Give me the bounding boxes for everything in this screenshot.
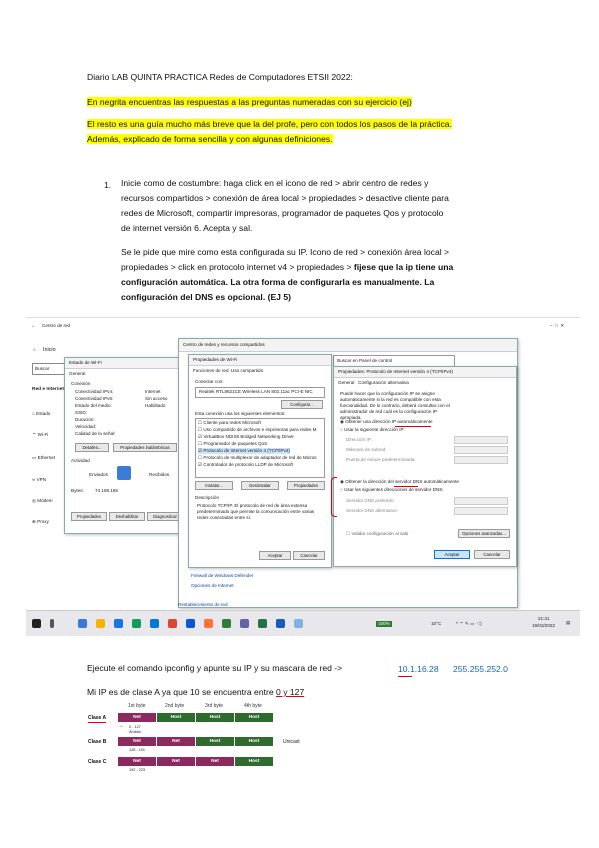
link-internet-options[interactable]: Opciones de Internet — [191, 583, 234, 588]
component-checkbox[interactable]: ☐ Programador de paquetes QoS — [198, 441, 268, 446]
status-row-label: Duración: — [75, 417, 95, 422]
list-item-1-line: recursos compartidos > conexión de área local > propiedades > desactive cliente para — [121, 193, 449, 203]
range-note-label: Ámbito — [129, 730, 141, 734]
teams-icon[interactable] — [240, 619, 249, 628]
components-list — [195, 418, 325, 478]
status-row-label: Calidad de la señal: — [75, 431, 116, 436]
radio-ip-manual[interactable]: ○ Usar la siguiente dirección IP: — [340, 427, 405, 432]
start-icon[interactable] — [32, 619, 41, 628]
component-checkbox[interactable]: ☐ Cliente para redes Microsoft — [198, 420, 261, 425]
wifi-status-window — [64, 357, 186, 534]
uses-items-label: Esta conexión usa los siguientes elementos: — [195, 411, 286, 416]
network-app-icon[interactable] — [294, 619, 303, 628]
tab-general[interactable]: General — [69, 371, 86, 376]
list-item-1-line: Inicie como de costumbre: haga click en el icono de red > abrir centro de redes y — [121, 178, 429, 188]
status-row-label: Conexión — [71, 381, 91, 386]
table-cell: Host — [235, 737, 273, 746]
paragraph-line: Se le pide que mire como esta configurada su IP. Icono de red > conexión área local > — [121, 247, 450, 257]
battery-indicator[interactable]: 100% — [378, 621, 390, 626]
tab-alternative[interactable]: Configuración alternativa — [358, 380, 409, 385]
weather-temp[interactable]: 10°C — [431, 621, 442, 626]
nav-item-vpn[interactable]: ∞ VPN — [32, 477, 47, 482]
table-cell: Net — [118, 737, 156, 746]
disable-button[interactable]: Deshabilitar — [109, 512, 145, 521]
wifi-properties-titlebar: Propiedades de Wi-Fi — [189, 355, 331, 366]
table-cell: Net — [118, 757, 156, 766]
table-cell: Host — [235, 713, 273, 722]
dns-alternate-input[interactable] — [454, 507, 508, 515]
store-icon[interactable] — [114, 619, 123, 628]
diagnose-button[interactable]: Diagnosticar — [147, 512, 183, 521]
search-box-placeholder: Buscar en Panel de control — [337, 358, 393, 363]
firefox-icon[interactable] — [204, 619, 213, 628]
table-cell: Net — [118, 713, 156, 722]
settings-title: Centro de red — [42, 323, 71, 328]
tab-sharing[interactable]: Uso compartido — [231, 368, 264, 373]
nav-item-estado[interactable]: ⌂ Estado — [32, 411, 51, 416]
tab-network-functions[interactable]: Funciones de red — [193, 368, 229, 373]
task-view-icon[interactable] — [78, 619, 87, 628]
list-item-1-line: redes de Microsoft, compartir impresoras, programador de paquetes Qos y protocolo — [121, 208, 444, 218]
gateway-input[interactable] — [454, 456, 508, 464]
component-checkbox[interactable]: ☐ Uso compartido de archivos e impresoras para redes M — [198, 427, 317, 432]
mask-value: 255.255.252.0 — [453, 664, 508, 674]
row-label-class-a: Clase A — [88, 715, 107, 721]
home-link[interactable]: Inicio — [43, 347, 56, 353]
bytes-value: 74.189.165 — [95, 488, 118, 493]
row-label-class-b: Clase B — [88, 739, 107, 745]
properties-button[interactable]: Propiedades — [287, 481, 325, 490]
highlight-note-1: En negrita encuentras las respuestas a las preguntas numeradas con su ejercicio (ej) — [87, 97, 412, 107]
red-underline — [88, 722, 106, 723]
word-icon[interactable] — [276, 619, 285, 628]
status-row-value: Habilitado — [145, 403, 166, 408]
accept-button[interactable]: Aceptar — [434, 550, 470, 559]
table-cell: Host — [235, 757, 273, 766]
dns-field-label: Servidor DNS preferido: — [346, 498, 395, 503]
home-icon[interactable]: ⌂ — [33, 347, 36, 352]
ip-config-paragraph — [121, 245, 453, 305]
component-checkbox[interactable]: ☑ Controlador de protocolo LLDP de Microsoft — [198, 462, 293, 467]
class-explanation: Mi IP es de clase A ya que 10 se encuentra entre 0 y 127 — [87, 687, 305, 697]
window-controls[interactable]: – □ ✕ — [550, 323, 565, 328]
row-label-class-c: Clase C — [88, 759, 107, 765]
nav-item-modem[interactable]: ◎ Módem — [32, 498, 53, 503]
back-arrow-icon[interactable]: ← — [31, 323, 36, 328]
clock-time[interactable]: 21:31 — [538, 616, 550, 621]
status-row-label: Conectividad IPv6: — [75, 396, 114, 401]
accept-button[interactable]: Aceptar — [259, 551, 291, 560]
taskbar — [26, 610, 580, 636]
highlight-note-2b: Además, explicado de forma sencilla y con algunas definiciones. — [87, 134, 333, 144]
windows-screenshot — [26, 317, 580, 636]
wifi-properties-window — [188, 354, 332, 568]
red-underline — [398, 676, 412, 677]
status-row-label: Estado del medio: — [75, 403, 112, 408]
adapter-box — [195, 387, 325, 398]
install-button[interactable]: Instalar... — [195, 481, 233, 490]
status-row-label: Conectividad IPv4: — [75, 389, 114, 394]
paragraph-line: configuración automática. La otra forma de configurarla es manualmente. La — [121, 277, 435, 287]
app-icon[interactable] — [222, 619, 231, 628]
bytes-label: Bytes: — [71, 488, 84, 493]
browser-icon[interactable] — [168, 619, 177, 628]
table-header: 3rd byte — [205, 703, 224, 709]
table-header: 4th byte — [244, 703, 262, 709]
configure-button[interactable]: Configurar... — [281, 400, 323, 409]
nav-item-wifi[interactable]: ⌔ Wi-Fi — [32, 432, 49, 437]
table-cell: Host — [196, 737, 234, 746]
ip-field-label: Puerta de enlace predeterminada: — [346, 457, 416, 462]
search-placeholder: Buscar — [35, 366, 50, 371]
ip-field-label: Máscara de subred: — [346, 447, 387, 452]
properties-button[interactable]: Propiedades — [71, 512, 107, 521]
cancel-button[interactable]: Cancelar — [474, 550, 510, 559]
ip-address-input[interactable] — [454, 436, 508, 444]
table-header: 1st byte — [128, 703, 146, 709]
subnet-mask-input[interactable] — [454, 446, 508, 454]
description-label: Descripción — [195, 495, 219, 500]
tray-icons[interactable]: ^ ⌔ ✎ ▭ ◁) — [456, 621, 482, 626]
wifi-status-titlebar: Estado de Wi-Fi — [65, 358, 185, 369]
activity-label: Actividad — [71, 458, 90, 463]
list-item-1-line: de internet versión 6. Acepta y sal. — [121, 223, 253, 233]
table-cell: Net — [196, 757, 234, 766]
status-row-value: Sin acceso — [145, 396, 168, 401]
range-note: 128 - 191 — [129, 748, 146, 752]
description-text: Protocolo TCP/IP. El protocolo de red de área extensa predeterminado que permite la comunicación entre varias redes conectadas entre sí. — [197, 503, 315, 520]
network-center-titlebar: Centro de redes y recursos compartidos — [179, 339, 517, 352]
nav-section-title: Red e Internet — [32, 387, 64, 392]
red-bracket — [331, 477, 337, 517]
radio-ip-auto[interactable]: ◉ Obtener una dirección IP automáticamente — [340, 419, 433, 424]
list-item-1 — [121, 176, 449, 236]
status-row-label: SSID: — [75, 410, 87, 415]
advanced-button[interactable]: Opciones avanzadas... — [458, 529, 510, 538]
details-button[interactable]: Detalles... — [75, 443, 109, 452]
radio-dns-auto[interactable]: ◉ Obtener la dirección del servidor DNS automáticamente — [340, 479, 459, 484]
table-cell: Host — [196, 713, 234, 722]
ip-value: 10.1.16.28 — [398, 664, 439, 674]
dns-preferred-input[interactable] — [454, 497, 508, 505]
adapter-name: Realtek RTL8821CE Wireless LAN 802.11ac PCI-E NIC — [199, 389, 313, 394]
ip-field-label: Dirección IP: — [346, 437, 373, 442]
table-cell: Host — [157, 713, 195, 722]
search-icon[interactable] — [50, 619, 54, 628]
radio-dns-manual[interactable]: ○ Usar las siguientes direcciones de servidor DNS: — [340, 487, 444, 492]
connect-using-label: Conectar con: — [195, 379, 224, 384]
tab-general[interactable]: General — [338, 380, 355, 385]
network-reset-link[interactable]: Restablecimiento de red — [178, 602, 228, 607]
highlight-note-2a: El resto es una guía mucho más breve que la del profe, pero con todos los pasos de la práctica. — [87, 119, 452, 129]
cancel-button[interactable]: Cancelar — [293, 551, 325, 560]
component-checkbox[interactable]: ☑ VirtualBox NDIS6 Bridged Networking Driver — [198, 434, 294, 439]
component-checkbox[interactable]: ☑ Protocolo de Internet versión 4 (TCP/IPv4) — [198, 448, 290, 453]
nav-item-proxy[interactable]: ⊕ Proxy — [32, 519, 49, 524]
table-cell: Net — [157, 737, 195, 746]
ipconfig-instruction: Ejecute el comando ipconfig y apunte su IP y su mascara de red -> — [87, 663, 343, 673]
received-label: Recibidos — [149, 472, 170, 477]
range-note: 192 - 223 — [129, 768, 146, 772]
clock-date[interactable]: 19/03/2022 — [532, 623, 555, 628]
app-icon[interactable] — [132, 619, 141, 628]
paragraph-line: propiedades > click en protocolo internet v4 > propiedades > fijese que la ip tiene una — [121, 262, 454, 272]
status-row-label: Velocidad: — [75, 424, 97, 429]
document-title: Diario LAB QUINTA PRACTICA Redes de Computadores ETSII 2022: — [87, 72, 353, 82]
ipv4-titlebar: Propiedades: Protocolo de Internet versión 4 (TCP/IPv4) — [334, 367, 516, 378]
status-row-value: Internet — [145, 389, 161, 394]
table-header: 2nd byte — [165, 703, 185, 709]
range-note: 0 - 127 — [129, 725, 141, 729]
nav-item-ethernet[interactable]: ▭ Ethernet — [32, 455, 55, 460]
table-cell: Net — [157, 757, 195, 766]
network-activity-icon — [117, 466, 131, 480]
component-checkbox[interactable]: ☐ Protocolo de multiplexor de adaptador de red de Micros — [198, 455, 317, 460]
uninstall-button[interactable]: Desinstalar — [241, 481, 279, 490]
edge-icon[interactable] — [186, 619, 195, 628]
red-arrow-icon: → — [118, 723, 124, 729]
link-firewall[interactable]: Firewall de Windows Defender — [191, 573, 254, 578]
validate-checkbox[interactable]: ☐ Validar configuración al salir — [346, 531, 409, 536]
file-explorer-icon[interactable] — [96, 619, 105, 628]
ipv4-description: Puede hacer que la configuración IP se asigne automáticamente si la red es compatible con esta funcionalidad. De lo contrario, deberá consultar con el administrador de red cuál es la configuración IP apropiada. — [340, 391, 450, 420]
unicast-note: Unicast — [283, 739, 300, 745]
list-number: 1. — [104, 180, 112, 190]
sent-label: Enviados — [89, 472, 108, 477]
notification-icon[interactable]: ▤ — [566, 620, 571, 625]
excel-icon[interactable] — [258, 619, 267, 628]
ipv4-properties-window — [333, 366, 517, 567]
mail-icon[interactable] — [150, 619, 159, 628]
wireless-properties-button[interactable]: Propiedades inalámbricas — [113, 443, 177, 452]
dns-field-label: Servidor DNS alternativo: — [346, 508, 398, 513]
paragraph-line: configuración del DNS es opcional. (EJ 5) — [121, 292, 291, 302]
